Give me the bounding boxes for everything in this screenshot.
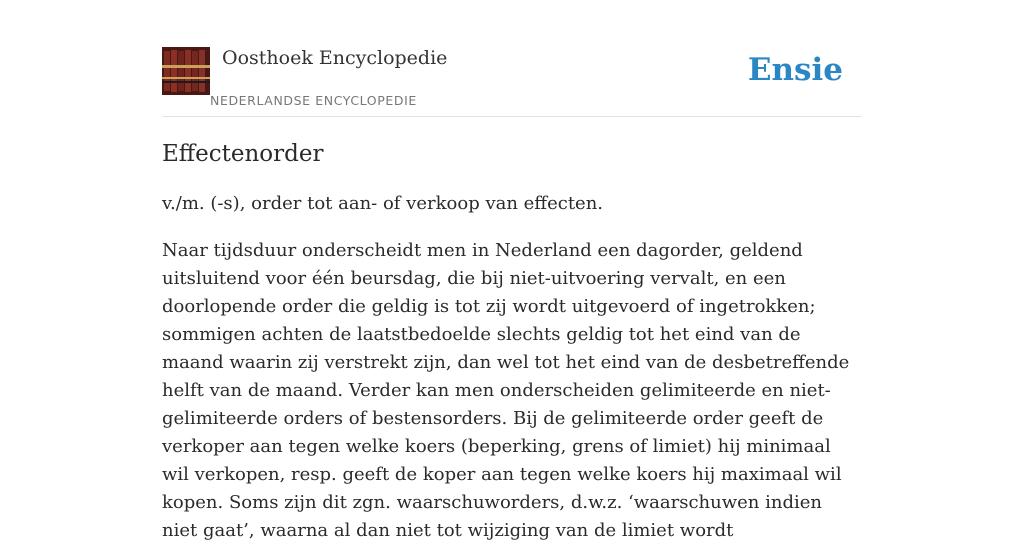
site-header xyxy=(162,46,862,117)
site-avatar[interactable] xyxy=(162,47,210,95)
site-subtitle: NEDERLANDSE ENCYCLOPEDIE xyxy=(210,93,417,108)
entry-body: Naar tijdsduur onderscheidt men in Nederland een dagorder, geldend uitsluitend voor één beursdag, die bij niet-uitvoering vervalt, en een doorlopende order die geldig is tot zij wordt uitgevoerd of ingetrokken; sommigen achten de laatstbedoelde slechts geldig tot het eind van de maand waarin zij verstrekt zijn, dan wel tot het eind van de desbetreffende helft van de maand. Verder kan men onderscheiden gelimiteerde en niet-gelimiteerde orders of bestensorders. Bij de gelimiteerde order geeft de verkoper aan tegen welke koers (beperking, grens of limiet) hij minimaal wil verkopen, resp. geeft de koper aan tegen welke koers hij maximaal wil kopen. Soms zijn dit zgn. waarschuworders, d.w.z. ‘waarschuwen indien niet gaat’, waarna al dan niet tot wijziging van de limiet wordt xyxy=(162,240,850,541)
entry-content xyxy=(162,138,862,545)
entry-definition: v./m. (-s), order tot aan- of verkoop van effecten. xyxy=(162,193,604,214)
entry-title: Effectenorder xyxy=(162,141,324,167)
site-title[interactable]: Oosthoek Encyclopedie xyxy=(222,47,448,69)
brand-logo-link[interactable]: Ensie xyxy=(747,52,843,88)
book-spines-icon xyxy=(162,47,210,95)
